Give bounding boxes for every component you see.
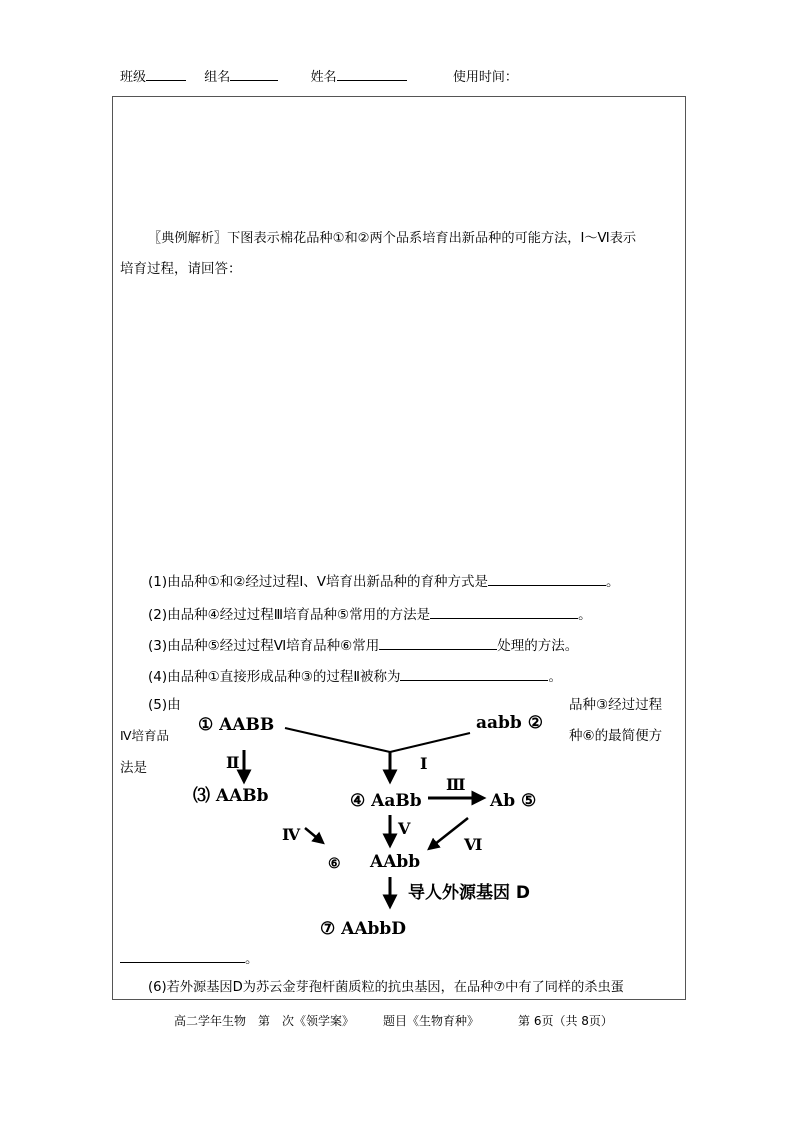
- step-label-v: Ⅴ: [398, 819, 411, 838]
- node-2: aabb ②: [476, 713, 543, 733]
- step-label-iv: Ⅳ: [282, 825, 301, 844]
- node-5: Ab ⑤: [490, 791, 537, 811]
- question-1-period: 。: [606, 574, 620, 590]
- question-5-left-3: 法是: [120, 760, 147, 776]
- intro-line-1: 〖典例解析〗下图表示棉花品种①和②两个品系培育出新品种的可能方法，Ⅰ～Ⅵ表示: [148, 231, 637, 246]
- node-4: ④ AaBb: [350, 791, 422, 811]
- question-6: (6)若外源基因D为苏云金芽孢杆菌质粒的抗虫基因，在品种⑦中有了同样的杀虫蛋: [148, 980, 624, 995]
- answer-blank-5: [120, 950, 245, 963]
- question-1-text: (1)由品种①和②经过过程Ⅰ、Ⅴ培育出新品种的育种方式是: [148, 574, 489, 590]
- time-label: 使用时间：: [452, 70, 518, 85]
- question-2-text: (2)由品种④经过过程Ⅲ培育品种⑤常用的方法是: [148, 607, 431, 623]
- cross-line-left: [285, 728, 390, 752]
- node-6-mark: ⑥: [328, 856, 341, 872]
- step-label-i: Ⅰ: [420, 754, 428, 773]
- node-6-genotype: AAbb: [370, 852, 421, 872]
- question-5-start: (5)由: [148, 697, 181, 713]
- gene-transfer-label: 导人外源基因 D: [408, 883, 531, 903]
- step-label-vi: Ⅵ: [464, 835, 483, 854]
- name-label: 姓名: [310, 70, 337, 85]
- step-label-ii: Ⅱ: [226, 753, 240, 772]
- question-4-period: 。: [548, 669, 562, 685]
- arrow-vi: [430, 818, 468, 848]
- question-5-left-2: Ⅳ培育品: [120, 728, 170, 743]
- group-label: 组名: [204, 70, 231, 85]
- question-3-text: (3)由品种⑤经过过程Ⅵ培育品种⑥常用: [148, 638, 380, 654]
- question-3-suffix: 处理的方法。: [497, 638, 579, 654]
- footer-page: 第 6页（共 8页）: [518, 1014, 613, 1028]
- step-label-iii: Ⅲ: [446, 775, 466, 794]
- node-7: ⑦ AAbbD: [320, 919, 407, 939]
- question-5-right-2: 种⑥的最简便方: [569, 728, 663, 744]
- node-3: ⑶ AABb: [193, 786, 269, 806]
- footer-course: 高二学年生物 第 次《领学案》: [174, 1014, 355, 1028]
- question-5-right-1: 品种③经过过程: [569, 697, 663, 713]
- question-5-period: 。: [245, 951, 259, 967]
- footer-topic: 题目《生物育种》: [383, 1014, 480, 1028]
- node-1: ① AABB: [198, 715, 275, 735]
- question-5-answer: [120, 950, 259, 967]
- cross-line-right: [390, 733, 470, 752]
- question-4-text: (4)由品种①直接形成品种③的过程Ⅱ被称为: [148, 669, 401, 685]
- intro-line-2: 培育过程，请回答：: [120, 261, 242, 277]
- class-label: 班级: [120, 70, 147, 85]
- question-2-period: 。: [578, 607, 592, 623]
- arrow-iv: [305, 828, 322, 842]
